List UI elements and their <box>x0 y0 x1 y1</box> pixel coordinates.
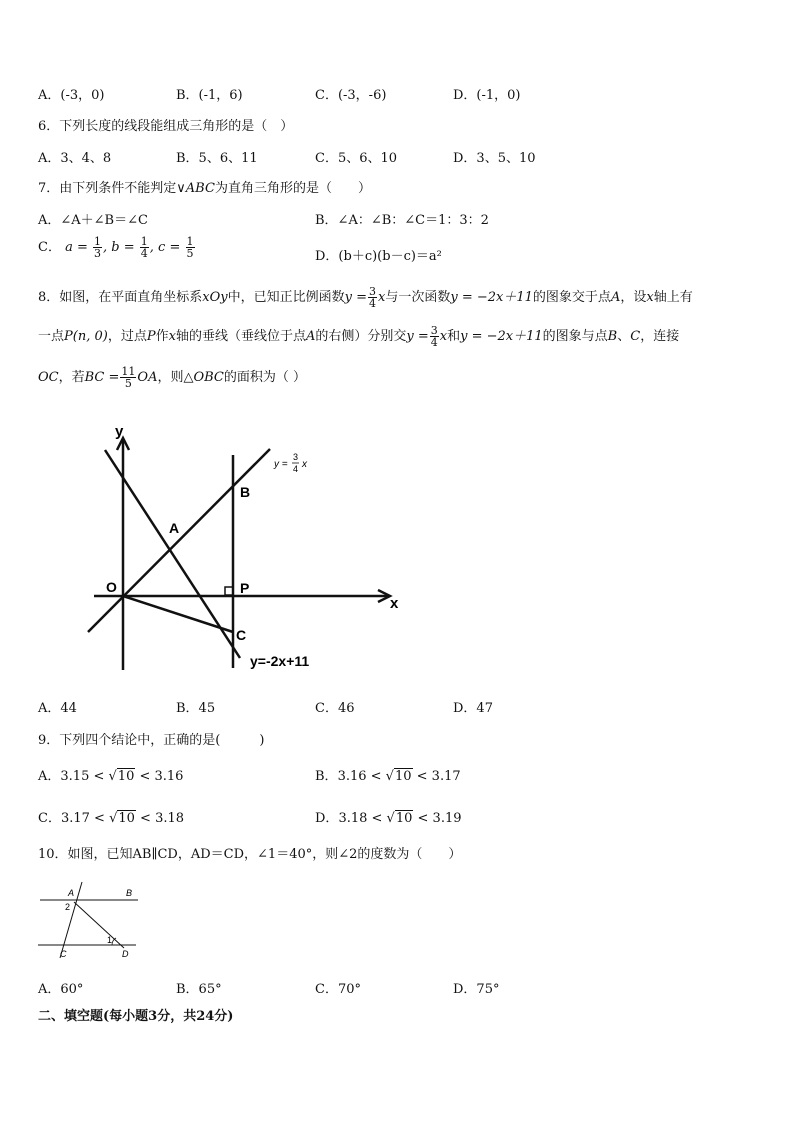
q10-label-angle1: 1 <box>107 935 113 945</box>
q8-label-p: P <box>240 580 250 596</box>
q6-option-c: C．5、6、10 <box>315 151 398 166</box>
q6-option-d: D．3、5、10 <box>453 151 536 166</box>
q8-line1-label-pre: y = <box>274 459 288 470</box>
q10-option-c: C．70° <box>315 982 361 997</box>
q5-option-b: B．(-1，6) <box>176 88 243 103</box>
q8-line1-label-num: 3 <box>293 452 299 462</box>
q7-stem-post: 为直角三角形的是（ ） <box>214 181 371 196</box>
q8-stem-line3: OC，若BC = $\frac{11}{5}$ OA，则△OBC的面积为（ ） <box>38 365 307 390</box>
q9-option-d: D．3.18 < √10 < 3.19 <box>315 811 462 826</box>
q8-label-b: B <box>240 484 251 500</box>
q10-label-b: B <box>126 888 133 898</box>
q7-frac-c: $\frac{1}{5}$ <box>186 235 194 260</box>
q8-line2-label: y=-2x+11 <box>250 653 310 669</box>
q8-option-c: C．46 <box>315 701 355 716</box>
q10-option-d: D．75° <box>453 982 500 997</box>
q8-frac-3-4: $\frac{3}{4}$ <box>369 285 377 310</box>
q9-option-c: C．3.17 < √10 < 3.18 <box>38 811 185 826</box>
q8-option-b: B．45 <box>176 701 216 716</box>
q8-label-a: A <box>169 520 180 536</box>
q7-option-c-b: , b = <box>103 240 135 255</box>
q6-stem: 6．下列长度的线段能组成三角形的是（ ） <box>38 119 294 134</box>
q7-option-c-c: , c = <box>149 240 181 255</box>
q10-label-d: D <box>122 949 129 959</box>
q9-option-b: B．3.16 < √10 < 3.17 <box>315 769 461 784</box>
q10-label-a: A <box>68 888 75 898</box>
q10-option-b: B．65° <box>176 982 222 997</box>
q5-option-c: C．(-3，-6) <box>315 88 387 103</box>
q7-frac-a: $\frac{1}{3}$ <box>94 235 102 260</box>
q7-stem-pre: 7．由下列条件不能判定 <box>38 181 177 196</box>
q8-option-a: A．44 <box>38 701 77 716</box>
q8-label-y: y <box>115 423 124 440</box>
q10-label-c: C <box>60 949 67 959</box>
q8-frac-3-4-b: $\frac{3}{4}$ <box>430 324 438 349</box>
q9-option-a: A．3.15 < √10 < 3.16 <box>38 769 184 784</box>
q8-stem-line2: 一点P(n, 0)，过点P作x轴的垂线（垂线位于点A的右侧）分别交y = $\frac{3}{4}$ x和y = −2x＋11的图象与点B、C，连接 <box>38 324 680 349</box>
q8-line-3-4x <box>88 449 270 632</box>
q7-option-d: D．(b＋c)(b－c)＝a² <box>315 249 442 264</box>
q8-label-x: x <box>390 595 399 612</box>
q6-option-b: B．5、6、11 <box>176 151 258 166</box>
q10-label-angle2: 2 <box>65 902 71 912</box>
q8-line1-label-post: x <box>302 459 307 470</box>
q7-stem-triangle: ∨ABC <box>176 181 215 196</box>
q8-label-o: O <box>106 579 117 595</box>
q7-option-c-label: C． <box>38 240 61 255</box>
q8-frac-11-5: $\frac{11}{5}$ <box>121 365 136 390</box>
q10-angle1-arc <box>112 938 116 945</box>
q7-option-a: A．∠A＋∠B＝∠C <box>38 213 148 228</box>
q7-option-c-a: a = <box>65 240 88 255</box>
q9-stem: 9．下列四个结论中，正确的是( ) <box>38 733 265 748</box>
q10-line-ad <box>74 902 124 948</box>
q5-option-a: A．(-3，0) <box>38 88 105 103</box>
q10-stem: 10．如图，已知AB∥CD，AD＝CD，∠1＝40°，则∠2的度数为（ ） <box>38 847 462 862</box>
q8-option-d: D．47 <box>453 701 493 716</box>
q5-option-d: D．(-1，0) <box>453 88 521 103</box>
q10-figure <box>30 880 150 965</box>
q8-segment-oc <box>123 596 233 632</box>
q6-option-a: A．3、4、8 <box>38 151 112 166</box>
q8-label-c: C <box>236 627 247 643</box>
q10-option-a: A．60° <box>38 982 84 997</box>
q7-option-b: B．∠A：∠B：∠C＝1：3：2 <box>315 213 489 228</box>
q8-line1-label-den: 4 <box>293 464 299 474</box>
section2-title: 二、填空题(每小题3分，共24分) <box>38 1009 234 1024</box>
q7-frac-b: $\frac{1}{4}$ <box>140 235 148 260</box>
q8-stem-line1: 8．如图，在平面直角坐标系xOy中，已知正比例函数y = $\frac{3}{4}$ x与一次函数y = −2x＋11的图象交于点A，设x轴上有 <box>38 285 693 310</box>
